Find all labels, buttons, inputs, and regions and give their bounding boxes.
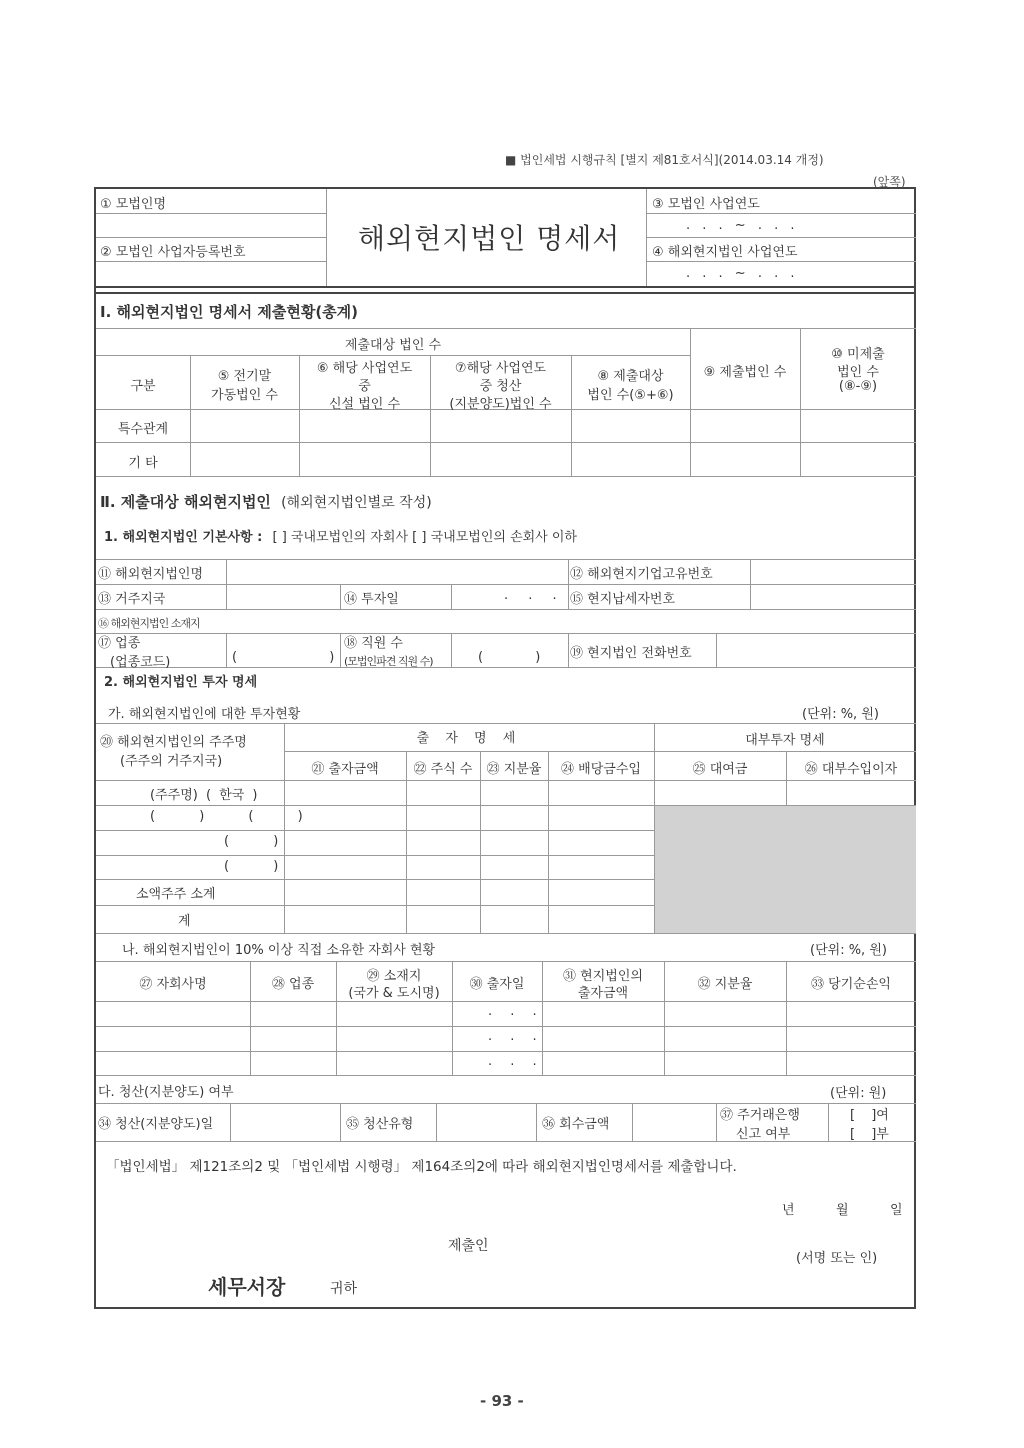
addressee-suffix: 귀하 <box>330 1281 358 1297</box>
row-others: 기 타 <box>128 456 158 471</box>
report-yes-checkbox[interactable]: [ ]여 <box>850 1108 889 1123</box>
col6-line3: 신설 법인 수 <box>328 397 401 412</box>
form-frame <box>94 187 916 1309</box>
c23-header: ㉓ 지분율 <box>486 762 542 777</box>
small-shareholders-subtotal: 소액주주 소계 <box>136 887 216 902</box>
col8-line2: 법인 수(⑤+⑥) <box>587 388 674 403</box>
shareholder-row-1[interactable]: (주주명) ( 한국 ) <box>150 788 258 803</box>
f14-label: ⑭ 투자일 <box>344 592 399 607</box>
c25-header: ㉕ 대여금 <box>692 762 748 777</box>
foreign-fiscal-year-label: ④ 해외현지법인 사업연도 <box>652 245 798 260</box>
c34-label: ㉞ 청산(지분양도)일 <box>98 1117 214 1132</box>
c35-label: ㉟ 청산유형 <box>346 1117 414 1132</box>
date-year[interactable]: 년 <box>782 1203 795 1218</box>
col8-line1: ⑧ 제출대상 <box>597 369 664 384</box>
col-gubun: 구분 <box>130 379 156 394</box>
f19-label: ⑲ 현지법인 전화번호 <box>570 646 692 661</box>
na-unit: (단위: %, 원) <box>810 943 887 958</box>
section1-title: Ⅰ. 해외현지법인 명세서 제출현황(총계) <box>100 303 359 321</box>
shareholder-row-2[interactable]: ( ) ( ) <box>150 809 303 824</box>
f17-line2: (업종코드) <box>110 655 171 670</box>
c20-line1: ⑳ 해외현지법인의 주주명 <box>100 735 247 750</box>
sub-date-2[interactable]: . . . <box>488 1029 544 1044</box>
basic-info-options[interactable]: [ ] 국내모법인의 자회사 [ ] 국내모법인의 손회사 이하 <box>272 530 577 545</box>
f17-line1: ⑰ 업종 <box>98 636 141 651</box>
daebu-header: 대부투자 명세 <box>745 733 825 748</box>
da-unit: (단위: 원) <box>830 1086 887 1101</box>
tax-office-chief: 세무서장 <box>208 1275 286 1299</box>
signature-label[interactable]: (서명 또는 인) <box>796 1251 878 1266</box>
chulja-header: 출 자 명 세 <box>416 731 522 746</box>
f18-line2: (모법인파견 직원 수) <box>344 655 433 668</box>
submission-statement: 「법인세법」 제121조의2 및 「법인세법 시행령」 제164조의2에 따라 해외현지법인명세서를 제출합니다. <box>106 1159 737 1175</box>
col9-header: ⑨ 제출법인 수 <box>703 365 787 380</box>
col10-line2: 법인 수 <box>837 365 879 380</box>
c29-line1: ㉙ 소재지 <box>366 969 422 984</box>
shareholder-row-4[interactable]: ( ) <box>224 859 279 874</box>
parent-corp-name-label: ① 모법인명 <box>100 197 167 212</box>
col7-line3: (지분양도)법인 수 <box>449 397 552 412</box>
form-title: 해외현지법인 명세서 <box>358 222 621 255</box>
c37-line2: 신고 여부 <box>736 1127 791 1142</box>
f17-code-value[interactable]: ( ) <box>232 650 335 665</box>
f12-label: ⑫ 해외현지기업고유번호 <box>570 567 713 582</box>
col7-line2: 중 청산 <box>479 379 522 394</box>
da-title: 다. 청산(지분양도) 여부 <box>98 1085 234 1100</box>
c21-header: ㉑ 출자금액 <box>311 762 379 777</box>
parent-corp-bizno-label: ② 모법인 사업자등록번호 <box>100 245 246 260</box>
submit-target-group-header: 제출대상 법인 수 <box>344 338 442 353</box>
page-side-label: (앞쪽) <box>873 175 906 189</box>
c30-header: ㉚ 출자일 <box>469 977 525 992</box>
col6-line1: ⑥ 해당 사업연도 <box>316 361 413 376</box>
c36-label: ㊱ 회수금액 <box>542 1117 610 1132</box>
ga-title: 가. 해외현지법인에 대한 투자현황 <box>108 707 301 722</box>
c20-line2: (주주의 거주지국) <box>120 754 223 769</box>
f14-value[interactable]: . . . <box>504 588 565 603</box>
page-number: - 93 - <box>480 1392 524 1410</box>
c32-header: ㉜ 지분율 <box>697 977 753 992</box>
parent-fiscal-year-label: ③ 모법인 사업연도 <box>652 197 760 212</box>
submitter-label: 제출인 <box>448 1238 489 1254</box>
shareholder-total: 계 <box>178 914 191 929</box>
basic-info-label: 1. 해외현지법인 기본사항 : <box>104 530 263 545</box>
c22-header: ㉒ 주식 수 <box>413 762 473 777</box>
col6-line2: 중 <box>358 379 371 394</box>
c29-line2: (국가 & 도시명) <box>348 986 440 1001</box>
shaded-loan-cells <box>655 806 916 933</box>
f18-dispatch-value[interactable]: ( ) <box>478 650 541 665</box>
col10-line1: ⑩ 미제출 <box>831 347 885 362</box>
foreign-fiscal-year-value[interactable]: . . . ~ . . . <box>686 266 799 281</box>
f13-label: ⑬ 거주지국 <box>98 592 166 607</box>
sub-date-3[interactable]: . . . <box>488 1054 544 1069</box>
shareholder-row-3[interactable]: ( ) <box>224 834 279 849</box>
col7-line1: ⑦해당 사업연도 <box>454 361 547 376</box>
f11-label: ⑪ 해외현지법인명 <box>98 567 204 582</box>
c31-line2: 출자금액 <box>577 986 629 1001</box>
section2-title: Ⅱ. 제출대상 해외현지법인 <box>100 493 271 511</box>
section2-title-wrap <box>100 491 432 512</box>
c26-header: ㉖ 대부수입이자 <box>804 762 898 777</box>
c33-header: ㉝ 당기순손익 <box>811 977 891 992</box>
col5-line1: ⑤ 전기말 <box>217 369 272 384</box>
f15-label: ⑮ 현지납세자번호 <box>570 592 676 607</box>
na-title: 나. 해외현지법인이 10% 이상 직접 소유한 자회사 현황 <box>122 943 436 958</box>
c37-line1: ㊲ 주거래은행 <box>720 1108 800 1123</box>
c27-header: ㉗ 자회사명 <box>139 977 207 992</box>
c24-header: ㉔ 배당금수입 <box>561 762 641 777</box>
ga-unit: (단위: %, 원) <box>802 707 879 722</box>
form-source-header: ■ 법인세법 시행규칙 [별지 제81호서식](2014.03.14 개정) <box>505 153 824 167</box>
invest-title: 2. 해외현지법인 투자 명세 <box>104 675 258 690</box>
c28-header: ㉘ 업종 <box>271 977 315 992</box>
f16-label: ⑯ 해외현지법인 소재지 <box>98 617 200 630</box>
sub-date-1[interactable]: . . . <box>488 1004 544 1019</box>
basic-info-row <box>104 526 577 545</box>
section2-note: (해외현지법인별로 작성) <box>281 495 432 511</box>
col10-line3: (⑧-⑨) <box>838 379 878 394</box>
row-related-party: 특수관계 <box>117 422 169 437</box>
f18-line1: ⑱ 직원 수 <box>344 636 403 651</box>
col5-line2: 가동법인 수 <box>211 388 278 403</box>
report-no-checkbox[interactable]: [ ]부 <box>850 1127 889 1142</box>
date-day[interactable]: 일 <box>890 1203 903 1218</box>
parent-fiscal-year-value[interactable]: . . . ~ . . . <box>686 218 799 233</box>
date-month[interactable]: 월 <box>836 1203 849 1218</box>
c31-line1: ㉛ 현지법인의 <box>563 969 643 984</box>
